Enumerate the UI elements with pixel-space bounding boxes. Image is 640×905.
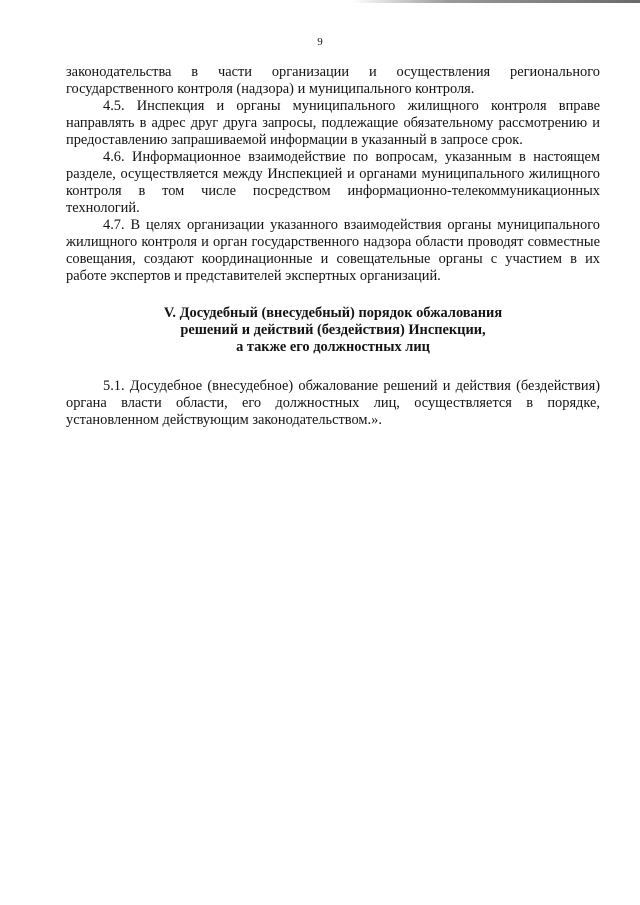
section-v-heading: [66, 305, 600, 356]
page-number: 9: [317, 36, 323, 48]
paragraph-4-7: 4.7. В целях организации указанного взаимодействия органы муниципального жилищного контроля и орган государственного надзора области проводят совместные совещания, создают координационные и совещательные органы с участием в их работе экспертов и представителей экспертных организаций.: [66, 217, 600, 284]
paragraph-continuation: законодательства в части организации и осуществления регионального государственного контроля (надзора) и муниципального контроля.: [66, 64, 600, 97]
paragraph-4-5: 4.5. Инспекция и органы муниципального жилищного контроля вправе направлять в адрес друг друга запросы, подлежащие обязательному рассмотрению и предоставлению запрашиваемой информации в указанный в запросе срок.: [66, 98, 600, 148]
section-v-title-line-2: решений и действий (бездействия) Инспекции,: [180, 322, 486, 338]
section-v-title-line-3: а также его должностных лиц: [236, 339, 430, 355]
paragraph-5-1: 5.1. Досудебное (внесудебное) обжалование решений и действия (бездействия) органа власти области, его должностных лиц, осуществляется в порядке, установленном действующим законодательством.».: [66, 378, 600, 428]
paragraph-4-6: 4.6. Информационное взаимодействие по вопросам, указанным в настоящем разделе, осуществляется между Инспекцией и органами муниципального жилищного контроля в том числе посредством информационно-телекоммуникационных технологий.: [66, 149, 600, 216]
document-body: [66, 64, 600, 429]
section-v-title-line-1: V. Досудебный (внесудебный) порядок обжалования: [163, 305, 503, 321]
